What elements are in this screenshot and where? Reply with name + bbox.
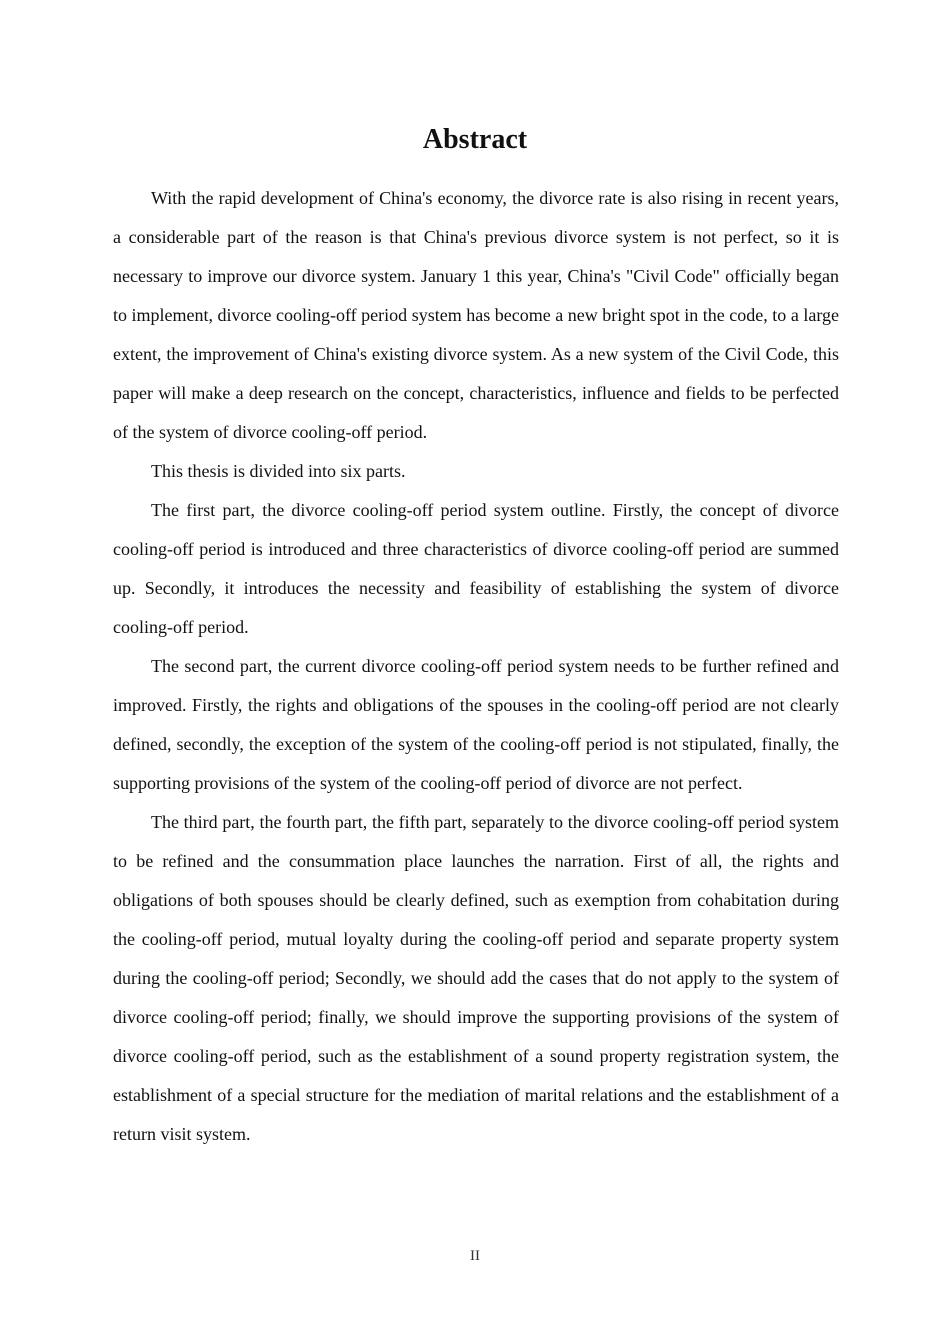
paragraph-structure: This thesis is divided into six parts. (151, 461, 406, 481)
abstract-body (113, 179, 839, 1154)
paragraph-parts-three-to-five: The third part, the fourth part, the fifth part, separately to the divorce cooling-off period system to be refined and the consummation place launches the narration. First of all, the rights and obligations of both spouses should be clearly defined, such as exemption from cohabitation during the cooling-off period, mutual loyalty during the cooling-off period and separate property system during the cooling-off period; Secondly, we should add the cases that do not apply to the system of divorce cooling-off period; finally, we should improve the supporting provisions of the system of divorce cooling-off period, such as the establishment of a sound property registration system, the establishment of a special structure for the mediation of marital relations and the establishment of a return visit system. (113, 812, 839, 1144)
page-title: Abstract (422, 124, 528, 155)
paragraph-part-one: The first part, the divorce cooling-off period system outline. Firstly, the concept of divorce cooling-off period is introduced and three characteristics of divorce cooling-off period are summed up. Secondly, it introduces the necessity and feasibility of establishing the system of divorce cooling-off period. (113, 500, 839, 637)
paragraph-intro: With the rapid development of China's economy, the divorce rate is also rising in recent years, a considerable part of the reason is that China's previous divorce system is not perfect, so it is necessary to improve our divorce system. January 1 this year, China's "Civil Code" officially began to implement, divorce cooling-off period system has become a new bright spot in the code, to a large extent, the improvement of China's existing divorce system. As a new system of the Civil Code, this paper will make a deep research on the concept, characteristics, influence and fields to be perfected of the system of divorce cooling-off period. (113, 188, 839, 442)
page-number: II (470, 1248, 480, 1264)
paragraph-part-two: The second part, the current divorce cooling-off period system needs to be further refined and improved. Firstly, the rights and obligations of the spouses in the cooling-off period are not clearly defined, secondly, the exception of the system of the cooling-off period is not stipulated, finally, the supporting provisions of the system of the cooling-off period of divorce are not perfect. (113, 656, 839, 793)
